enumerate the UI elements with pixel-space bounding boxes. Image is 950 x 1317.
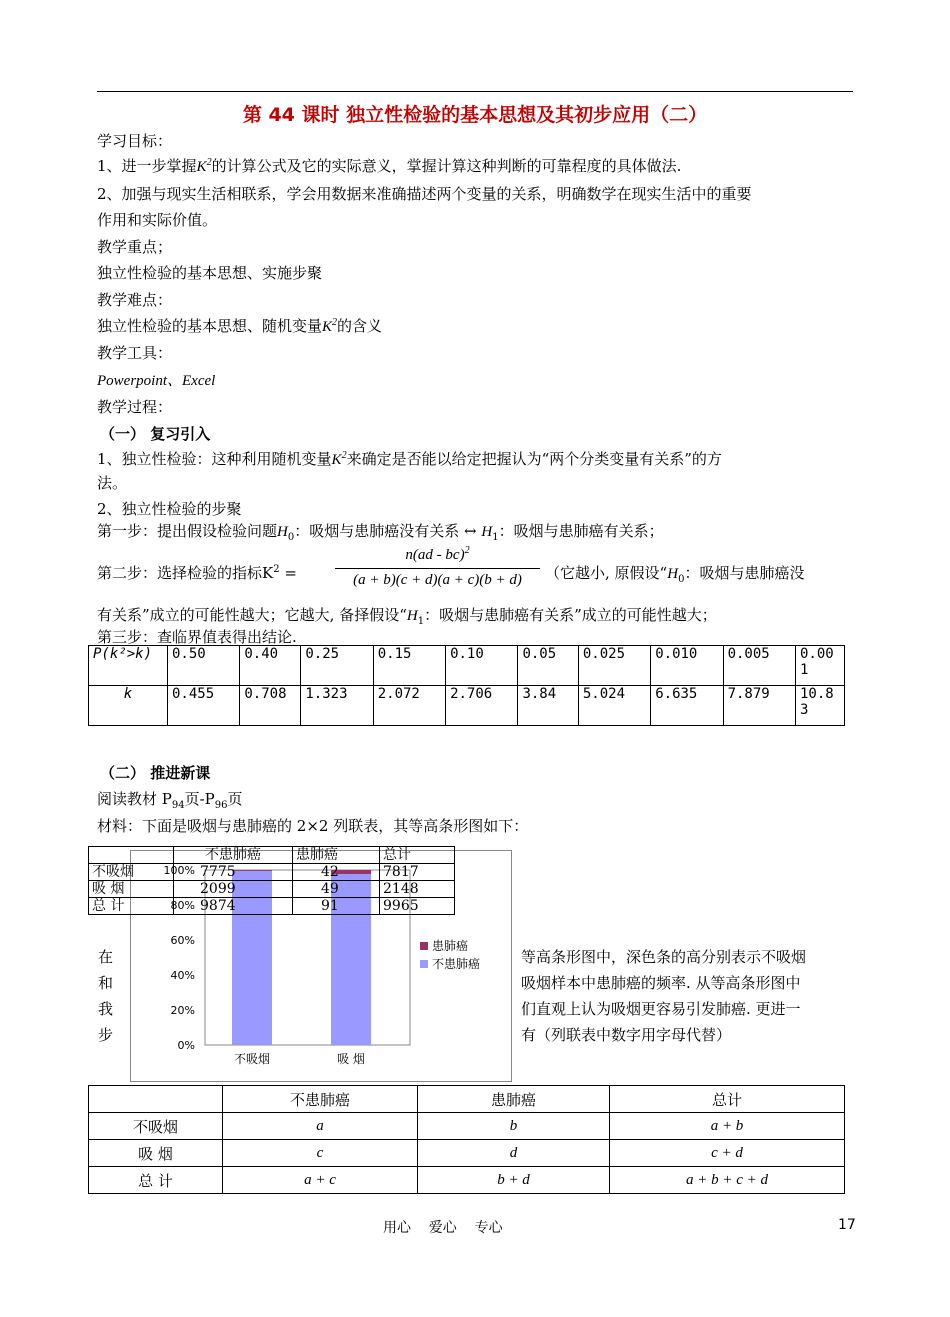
p-cell: 0.025	[578, 646, 650, 686]
table-cell: b	[418, 1113, 610, 1140]
k-cell: 2.072	[373, 686, 445, 726]
table-row	[89, 864, 455, 881]
footer-text: 用心 爱心 专心	[383, 1220, 503, 1236]
difficulty-text: 独立性检验的基本思想、随机变量$K^2$的含义	[97, 317, 383, 335]
k-cell: 1.323	[301, 686, 373, 726]
table-cell: a	[223, 1113, 418, 1140]
table-row	[89, 1113, 845, 1140]
table-cell: c	[223, 1140, 418, 1167]
p-cell: 0.40	[240, 646, 301, 686]
table-cell: 2148	[380, 881, 455, 898]
right-text-line: 有（列联表中数字用字母代替）	[521, 1026, 732, 1044]
table-cell: 9965	[380, 898, 455, 915]
left-char: 和	[98, 974, 114, 992]
p-cell: 0.15	[373, 646, 445, 686]
page-number: 17	[838, 1217, 856, 1233]
k-cell: 7.879	[723, 686, 795, 726]
focus-heading: 教学重点；	[97, 238, 173, 256]
page-title: 第 44 课时 独立性检验的基本思想及其初步应用（二）	[242, 104, 708, 126]
k-cell: 3.84	[518, 686, 578, 726]
reading-line: 阅读教材 $P_{94}$页$-P_{96}$页	[97, 790, 243, 811]
table-cell: c + d	[610, 1140, 845, 1167]
y-tick-label: 60%	[170, 934, 195, 947]
right-text-line: 吸烟样本中患肺癌的频率. 从等高条形图中	[521, 974, 801, 992]
k-cell: 10.83	[796, 686, 845, 726]
table-cell: d	[418, 1140, 610, 1167]
k-cell: 0.708	[240, 686, 301, 726]
table-cell: 2099	[174, 881, 293, 898]
p-cell: 0.05	[518, 646, 578, 686]
legend-swatch	[420, 942, 428, 950]
step-1: 第一步：提出假设检验问题$H_0$：吸烟与患肺癌没有关系 ↔ $H_1$：吸烟与患肺癌有关系；	[97, 522, 664, 543]
section2-heading: （二） 推进新课	[100, 764, 211, 782]
right-text-line: 们直观上认为吸烟更容易引发肺癌. 更进一	[521, 1000, 801, 1018]
k2-symbol: $K^2$	[322, 317, 338, 335]
table-row	[89, 1167, 845, 1194]
legend-label: 不患肺癌	[432, 957, 481, 971]
k-cell: 0.455	[168, 686, 240, 726]
right-text-line: 等高条形图中，深色条的高分别表示不吸烟	[521, 948, 807, 966]
process-heading: 教学过程：	[97, 398, 173, 416]
p-cell: 0.10	[446, 646, 518, 686]
row-label: 吸 烟	[89, 1140, 223, 1167]
section1-heading: （一） 复习引入	[100, 425, 211, 443]
step-2: 第二步：选择检验的指标$K^2$ =	[97, 564, 297, 582]
table-cell: 49	[293, 881, 380, 898]
letter-table	[88, 1085, 845, 1194]
difficulty-heading: 教学难点：	[97, 291, 173, 309]
legend-label: 患肺癌	[432, 939, 469, 953]
p-cell: 0.001	[796, 646, 845, 686]
k2-symbol: $K^2$	[196, 157, 212, 175]
k-label: k	[89, 686, 168, 726]
review-1-line2: 法。	[97, 474, 128, 492]
row-label: 总 计	[89, 1167, 223, 1194]
objectives-heading: 学习目标：	[97, 132, 173, 150]
table-cell: 91	[293, 898, 380, 915]
review-1: 1、独立性检验：这种利用随机变量$K^2$来确定是否能以给定把握认为“两个分类变量有关系”的方	[97, 450, 722, 468]
left-char: 在	[98, 948, 114, 966]
y-tick-label: 40%	[170, 969, 195, 982]
tools-heading: 教学工具：	[97, 344, 173, 362]
header-cell: 总计	[610, 1086, 845, 1113]
obj1-post: 的计算公式及它的实际意义，掌握计算这种判断的可靠程度的具体做法.	[211, 157, 682, 175]
y-tick-label: 20%	[170, 1004, 195, 1017]
header-rule	[97, 91, 853, 92]
table-row	[89, 1140, 845, 1167]
table-cell: a + b + c + d	[610, 1167, 845, 1194]
tools-text: Powerpoint、Excel	[97, 373, 216, 389]
table-row	[89, 646, 845, 686]
table-cell: 7775	[174, 864, 293, 881]
obj1-pre: 1、进一步掌握	[97, 157, 197, 175]
step-2-tail: （它越小, 原假设“$H_0$：吸烟与患肺癌没	[545, 564, 805, 585]
table-row	[89, 686, 845, 726]
fraction-bar	[335, 568, 540, 569]
table-row	[89, 847, 455, 864]
header-cell: 不患肺癌	[174, 847, 293, 864]
objective-1	[97, 155, 681, 176]
p-label: P(k²>k)	[89, 646, 168, 686]
critical-value-table	[88, 645, 845, 726]
k-cell: 5.024	[578, 686, 650, 726]
p-cell: 0.50	[168, 646, 240, 686]
objective-2-line1: 2、加强与现实生活相联系，学会用数据来准确描述两个变量的关系，明确数学在现实生活中的重要	[97, 185, 752, 203]
row-label: 不吸烟	[89, 1113, 223, 1140]
table-row	[89, 1086, 845, 1113]
table-cell: b + d	[418, 1167, 610, 1194]
formula-numerator: n(ad - bc)$^2$	[405, 545, 470, 563]
header-cell: 不患肺癌	[223, 1086, 418, 1113]
legend-swatch	[420, 960, 428, 968]
header-cell: 患肺癌	[293, 847, 380, 864]
k-cell: 2.706	[446, 686, 518, 726]
x-tick-label: 不吸烟	[233, 1052, 271, 1066]
y-tick-label: 80%	[170, 899, 195, 912]
table-cell: 42	[293, 864, 380, 881]
y-tick-label: 0%	[177, 1039, 195, 1052]
table-cell: 7817	[380, 864, 455, 881]
table-cell: a + b	[610, 1113, 845, 1140]
left-char: 我	[98, 1000, 114, 1018]
p-cell: 0.25	[301, 646, 373, 686]
header-cell: 总计	[380, 847, 455, 864]
header-cell: 患肺癌	[418, 1086, 610, 1113]
y-tick-label: 100%	[163, 864, 195, 877]
row-label: 吸 烟	[89, 881, 174, 898]
x-tick-label: 吸 烟	[337, 1052, 365, 1066]
left-char: 步	[98, 1026, 114, 1044]
focus-text: 独立性检验的基本思想、实施步聚	[97, 264, 323, 282]
row-label: 不吸烟	[89, 864, 174, 881]
table-cell: 9874	[174, 898, 293, 915]
table-row	[89, 881, 455, 898]
table-cell: a + c	[223, 1167, 418, 1194]
p-cell: 0.005	[723, 646, 795, 686]
review-2: 2、独立性检验的步聚	[97, 500, 242, 518]
step-3: 第三步：查临界值表得出结论.	[97, 628, 297, 646]
count-table	[88, 846, 455, 915]
objective-2-line2: 作用和实际价值。	[97, 211, 218, 229]
material-line: 材料：下面是吸烟与患肺癌的 2×2 列联表，其等高条形图如下：	[97, 817, 529, 835]
formula-denominator: (a + b)(c + d)(a + c)(b + d)	[353, 572, 522, 588]
table-row	[89, 898, 455, 915]
step-2-line2: 有关系”成立的可能性越大；它越大, 备择假设“$H_1$：吸烟与患肺癌有关系”成立的可能性越大；	[97, 606, 717, 627]
k-cell: 6.635	[651, 686, 723, 726]
row-label: 总 计	[89, 898, 174, 915]
p-cell: 0.010	[651, 646, 723, 686]
